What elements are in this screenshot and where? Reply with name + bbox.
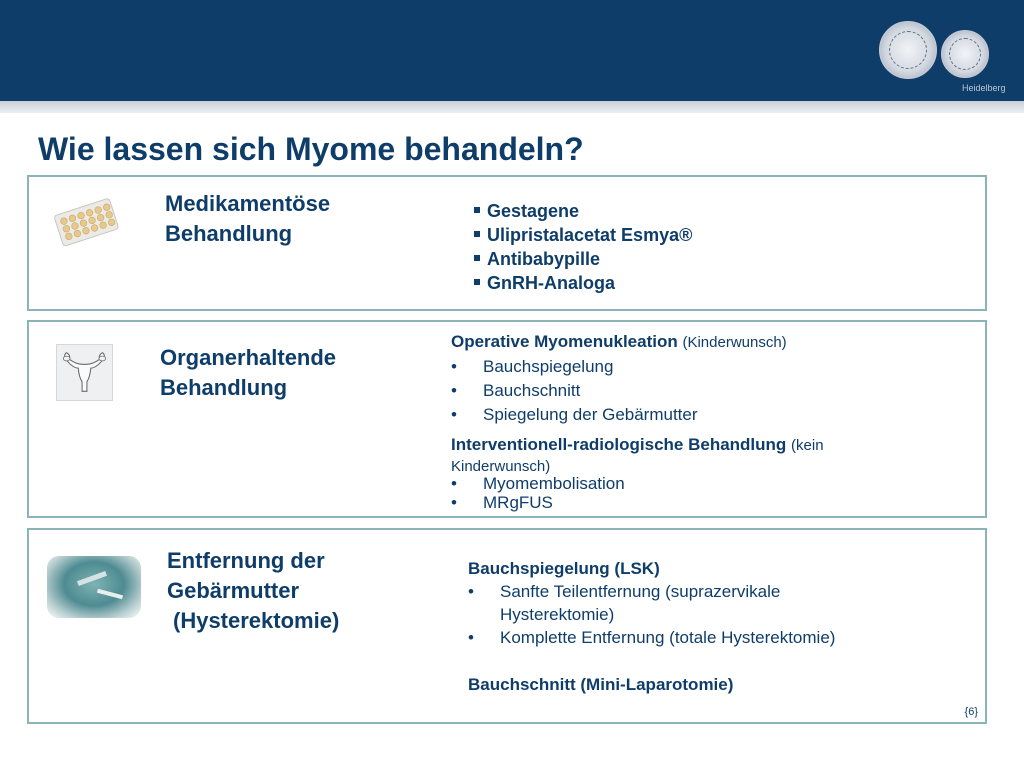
list-item: GnRH-Analoga bbox=[474, 271, 692, 295]
university-seal-icon bbox=[879, 21, 937, 79]
group-note: (Kinderwunsch) bbox=[682, 334, 787, 351]
group-title: Operative Myomenukleation bbox=[451, 332, 678, 351]
footnote: {6} bbox=[964, 706, 978, 718]
radiology-group bbox=[451, 434, 824, 477]
header-bar bbox=[0, 0, 1024, 101]
list-item: • Bauchschnitt bbox=[451, 379, 787, 403]
surgery-photo bbox=[47, 556, 141, 618]
faculty-seal-icon bbox=[941, 30, 989, 78]
heading-organ-preserving: Organerhaltende Behandlung bbox=[160, 345, 337, 400]
panel-medication bbox=[27, 175, 987, 311]
group-title: Bauchspiegelung (LSK) bbox=[468, 559, 660, 578]
list-item: • Myomembolisation bbox=[451, 474, 625, 493]
list-item: Ulipristalacetat Esmya® bbox=[474, 223, 692, 247]
list-item: • Spiegelung der Gebärmutter bbox=[451, 403, 787, 427]
pills-icon bbox=[51, 192, 123, 250]
panel-hysterectomy bbox=[27, 528, 987, 724]
hysterectomy-options bbox=[468, 557, 835, 696]
list-item: Gestagene bbox=[474, 199, 692, 223]
panel-organ-preserving bbox=[27, 320, 987, 518]
group-title: Bauchschnitt (Mini-Laparotomie) bbox=[468, 675, 734, 694]
logo-caption: Heidelberg bbox=[962, 83, 1006, 93]
list-item: Antibabypille bbox=[474, 247, 692, 271]
header-divider bbox=[0, 101, 1024, 113]
group-note: Kinderwunsch) bbox=[451, 458, 551, 475]
radiology-list bbox=[451, 474, 625, 512]
slide-title: Wie lassen sich Myome behandeln? bbox=[38, 131, 584, 167]
heading-medication: Medikamentöse Behandlung bbox=[165, 191, 331, 246]
group-note: (kein bbox=[791, 437, 824, 454]
list-item: • MRgFUS bbox=[451, 493, 625, 512]
operative-group bbox=[451, 330, 787, 427]
list-item: • Komplette Entfernung (totale Hysterektomie) bbox=[468, 626, 835, 649]
medication-list bbox=[474, 199, 692, 295]
group-title: Interventionell-radiologische Behandlung bbox=[451, 435, 787, 454]
heading-hysterectomy: Entfernung der Gebärmutter (Hysterektomie) bbox=[167, 548, 340, 633]
uterus-icon bbox=[56, 344, 113, 401]
list-item: • Sanfte Teilentfernung (suprazervikale Hysterektomie) bbox=[468, 580, 835, 626]
list-item: • Bauchspiegelung bbox=[451, 355, 787, 379]
